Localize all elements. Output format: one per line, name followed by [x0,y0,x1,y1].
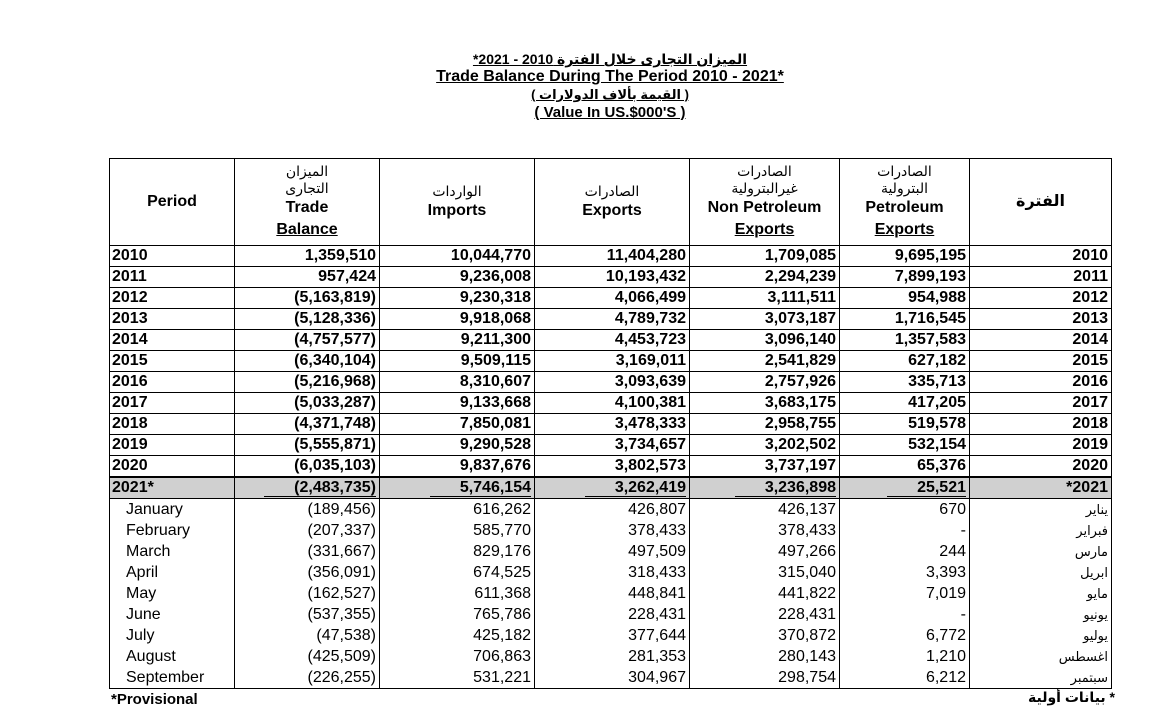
trade-balance-cell: (537,355) [235,604,380,625]
non-petroleum-cell: 3,202,502 [690,435,840,456]
non-petroleum-cell: 3,096,140 [690,330,840,351]
exports-cell: 11,404,280 [535,246,690,267]
period-arabic-cell: يناير [970,499,1112,521]
non-petroleum-cell: 2,958,755 [690,414,840,435]
trade-balance-cell: (47,538) [235,625,380,646]
petroleum-cell: 6,772 [840,625,970,646]
period-arabic-cell: فبراير [970,520,1112,541]
non-petroleum-cell: 3,737,197 [690,456,840,478]
trade-balance-cell: (356,091) [235,562,380,583]
non-petroleum-cell-value: 3,236,898 [735,479,836,497]
period-cell: 2012 [110,288,235,309]
non-petroleum-cell: 298,754 [690,667,840,689]
exports-cell: 426,807 [535,499,690,521]
imports-cell: 765,786 [380,604,535,625]
year-row [110,435,1112,456]
period-cell: 2020 [110,456,235,478]
period-arabic-cell: مارس [970,541,1112,562]
non-petroleum-cell: 228,431 [690,604,840,625]
exports-cell: 4,066,499 [535,288,690,309]
table-header-row [110,159,1112,246]
period-arabic-cell: 2010 [970,246,1112,267]
month-row [110,562,1112,583]
header-trade-balance: الميزان التجارى Trade Balance [235,159,380,246]
year-row [110,372,1112,393]
exports-cell: 448,841 [535,583,690,604]
exports-cell: 3,093,639 [535,372,690,393]
petroleum-cell-value: 25,521 [887,479,966,497]
period-cell: 2021* [110,477,235,499]
period-cell: 2011 [110,267,235,288]
petroleum-cell: 244 [840,541,970,562]
ytd-row [110,477,1112,499]
petroleum-cell: 7,019 [840,583,970,604]
period-arabic-cell: 2012 [970,288,1112,309]
trade-balance-cell: (5,555,871) [235,435,380,456]
petroleum-cell: 6,212 [840,667,970,689]
imports-cell: 10,044,770 [380,246,535,267]
imports-cell: 616,262 [380,499,535,521]
exports-cell: 3,169,011 [535,351,690,372]
trade-balance-cell: 1,359,510 [235,246,380,267]
imports-cell-value: 5,746,154 [430,479,531,497]
imports-cell: 674,525 [380,562,535,583]
period-cell: July [110,625,235,646]
period-cell: 2014 [110,330,235,351]
year-row [110,414,1112,435]
month-row [110,604,1112,625]
subtitle-arabic: ( القيمة بألاف الدولارات ) [531,87,689,102]
exports-cell: 10,193,432 [535,267,690,288]
period-arabic-cell: 2017 [970,393,1112,414]
period-arabic-cell: 2016 [970,372,1112,393]
year-row [110,267,1112,288]
period-arabic-cell: يوليو [970,625,1112,646]
trade-balance-cell: (331,667) [235,541,380,562]
petroleum-cell: - [840,520,970,541]
header-period: Period [110,159,235,246]
period-cell: January [110,499,235,521]
imports-cell: 706,863 [380,646,535,667]
period-cell: 2016 [110,372,235,393]
period-cell: 2013 [110,309,235,330]
non-petroleum-cell: 441,822 [690,583,840,604]
petroleum-cell: 670 [840,499,970,521]
petroleum-cell: 1,716,545 [840,309,970,330]
imports-cell: 9,133,668 [380,393,535,414]
period-arabic-cell: 2020 [970,456,1112,478]
petroleum-cell: 532,154 [840,435,970,456]
period-cell: 2015 [110,351,235,372]
subtitle-english: ( Value In US.$000'S ) [534,104,686,121]
non-petroleum-cell: 426,137 [690,499,840,521]
trade-balance-cell: (5,163,819) [235,288,380,309]
petroleum-cell: 335,713 [840,372,970,393]
non-petroleum-cell: 315,040 [690,562,840,583]
period-arabic-cell: 2011 [970,267,1112,288]
exports-cell: 4,100,381 [535,393,690,414]
period-arabic-cell: 2021* [970,477,1112,499]
trade-balance-cell: (425,509) [235,646,380,667]
imports-cell: 531,221 [380,667,535,689]
exports-cell-value: 3,262,419 [585,479,686,497]
exports-cell: 4,453,723 [535,330,690,351]
non-petroleum-cell: 370,872 [690,625,840,646]
imports-cell: 425,182 [380,625,535,646]
footnote-arabic: * بيانات أولية [1028,689,1116,705]
non-petroleum-cell: 3,111,511 [690,288,840,309]
petroleum-cell: 9,695,195 [840,246,970,267]
period-cell: April [110,562,235,583]
month-row [110,667,1112,689]
period-cell: August [110,646,235,667]
year-row [110,351,1112,372]
imports-cell: 8,310,607 [380,372,535,393]
period-cell: February [110,520,235,541]
year-row [110,330,1112,351]
trade-balance-cell [235,477,380,499]
period-arabic-cell: اغسطس [970,646,1112,667]
petroleum-cell: 627,182 [840,351,970,372]
month-row [110,541,1112,562]
period-cell: June [110,604,235,625]
period-cell: May [110,583,235,604]
imports-cell: 585,770 [380,520,535,541]
imports-cell: 9,290,528 [380,435,535,456]
trade-balance-cell: (207,337) [235,520,380,541]
exports-cell: 3,734,657 [535,435,690,456]
petroleum-cell: 417,205 [840,393,970,414]
petroleum-cell: - [840,604,970,625]
period-cell: 2010 [110,246,235,267]
footnote-english: *Provisional [111,691,198,708]
exports-cell: 318,433 [535,562,690,583]
non-petroleum-cell: 497,266 [690,541,840,562]
trade-balance-table [109,158,1112,689]
petroleum-cell [840,477,970,499]
period-cell: 2017 [110,393,235,414]
non-petroleum-cell: 2,757,926 [690,372,840,393]
trade-balance-cell: (4,757,577) [235,330,380,351]
non-petroleum-cell: 378,433 [690,520,840,541]
title-english: Trade Balance During The Period 2010 - 2021* [436,68,784,85]
exports-cell: 281,353 [535,646,690,667]
non-petroleum-cell: 3,683,175 [690,393,840,414]
period-arabic-cell: 2018 [970,414,1112,435]
non-petroleum-cell: 280,143 [690,646,840,667]
trade-balance-cell: (5,128,336) [235,309,380,330]
exports-cell [535,477,690,499]
petroleum-cell: 3,393 [840,562,970,583]
trade-balance-cell: 957,424 [235,267,380,288]
period-cell: 2018 [110,414,235,435]
trade-balance-cell: (5,216,968) [235,372,380,393]
period-cell: 2019 [110,435,235,456]
imports-cell: 9,509,115 [380,351,535,372]
year-row [110,456,1112,478]
non-petroleum-cell: 1,709,085 [690,246,840,267]
trade-balance-cell: (189,456) [235,499,380,521]
year-row [110,393,1112,414]
exports-cell: 228,431 [535,604,690,625]
exports-cell: 377,644 [535,625,690,646]
year-row [110,288,1112,309]
exports-cell: 378,433 [535,520,690,541]
non-petroleum-cell: 2,541,829 [690,351,840,372]
period-arabic-cell: 2014 [970,330,1112,351]
trade-balance-cell: (6,035,103) [235,456,380,478]
petroleum-cell: 1,210 [840,646,970,667]
exports-cell: 3,478,333 [535,414,690,435]
period-arabic-cell: سبتمبر [970,667,1112,689]
trade-balance-cell: (162,527) [235,583,380,604]
imports-cell: 9,211,300 [380,330,535,351]
trade-balance-cell: (4,371,748) [235,414,380,435]
period-cell: September [110,667,235,689]
petroleum-cell: 65,376 [840,456,970,478]
imports-cell: 9,236,008 [380,267,535,288]
header-imports: الواردات Imports [380,159,535,246]
imports-cell: 7,850,081 [380,414,535,435]
petroleum-cell: 519,578 [840,414,970,435]
period-arabic-cell: مايو [970,583,1112,604]
trade-balance-cell: (5,033,287) [235,393,380,414]
exports-cell: 304,967 [535,667,690,689]
year-row [110,309,1112,330]
title-arabic: الميزان التجارى خلال الفترة 2010 - 2021* [472,51,748,67]
header-exports: الصادرات Exports [535,159,690,246]
period-arabic-cell: 2015 [970,351,1112,372]
petroleum-cell: 1,357,583 [840,330,970,351]
period-arabic-cell: ابريل [970,562,1112,583]
trade-balance-cell-value: (2,483,735) [264,479,376,497]
non-petroleum-cell [690,477,840,499]
month-row [110,520,1112,541]
month-row [110,625,1112,646]
imports-cell: 9,918,068 [380,309,535,330]
trade-balance-cell: (6,340,104) [235,351,380,372]
non-petroleum-cell: 3,073,187 [690,309,840,330]
title-block [0,50,1170,122]
period-cell: March [110,541,235,562]
imports-cell: 9,230,318 [380,288,535,309]
year-row [110,246,1112,267]
period-arabic-cell: 2019 [970,435,1112,456]
imports-cell: 611,368 [380,583,535,604]
petroleum-cell: 7,899,193 [840,267,970,288]
imports-cell [380,477,535,499]
imports-cell: 829,176 [380,541,535,562]
month-row [110,499,1112,521]
exports-cell: 3,802,573 [535,456,690,478]
header-petroleum-exports: الصادرات البترولية Petroleum Exports [840,159,970,246]
period-arabic-cell: يونيو [970,604,1112,625]
exports-cell: 4,789,732 [535,309,690,330]
month-row [110,646,1112,667]
exports-cell: 497,509 [535,541,690,562]
trade-balance-cell: (226,255) [235,667,380,689]
month-row [110,583,1112,604]
petroleum-cell: 954,988 [840,288,970,309]
non-petroleum-cell: 2,294,239 [690,267,840,288]
header-period-arabic: الفترة [970,159,1112,246]
header-non-petroleum-exports: الصادرات غيرالبترولية Non Petroleum Exports [690,159,840,246]
period-arabic-cell: 2013 [970,309,1112,330]
imports-cell: 9,837,676 [380,456,535,478]
